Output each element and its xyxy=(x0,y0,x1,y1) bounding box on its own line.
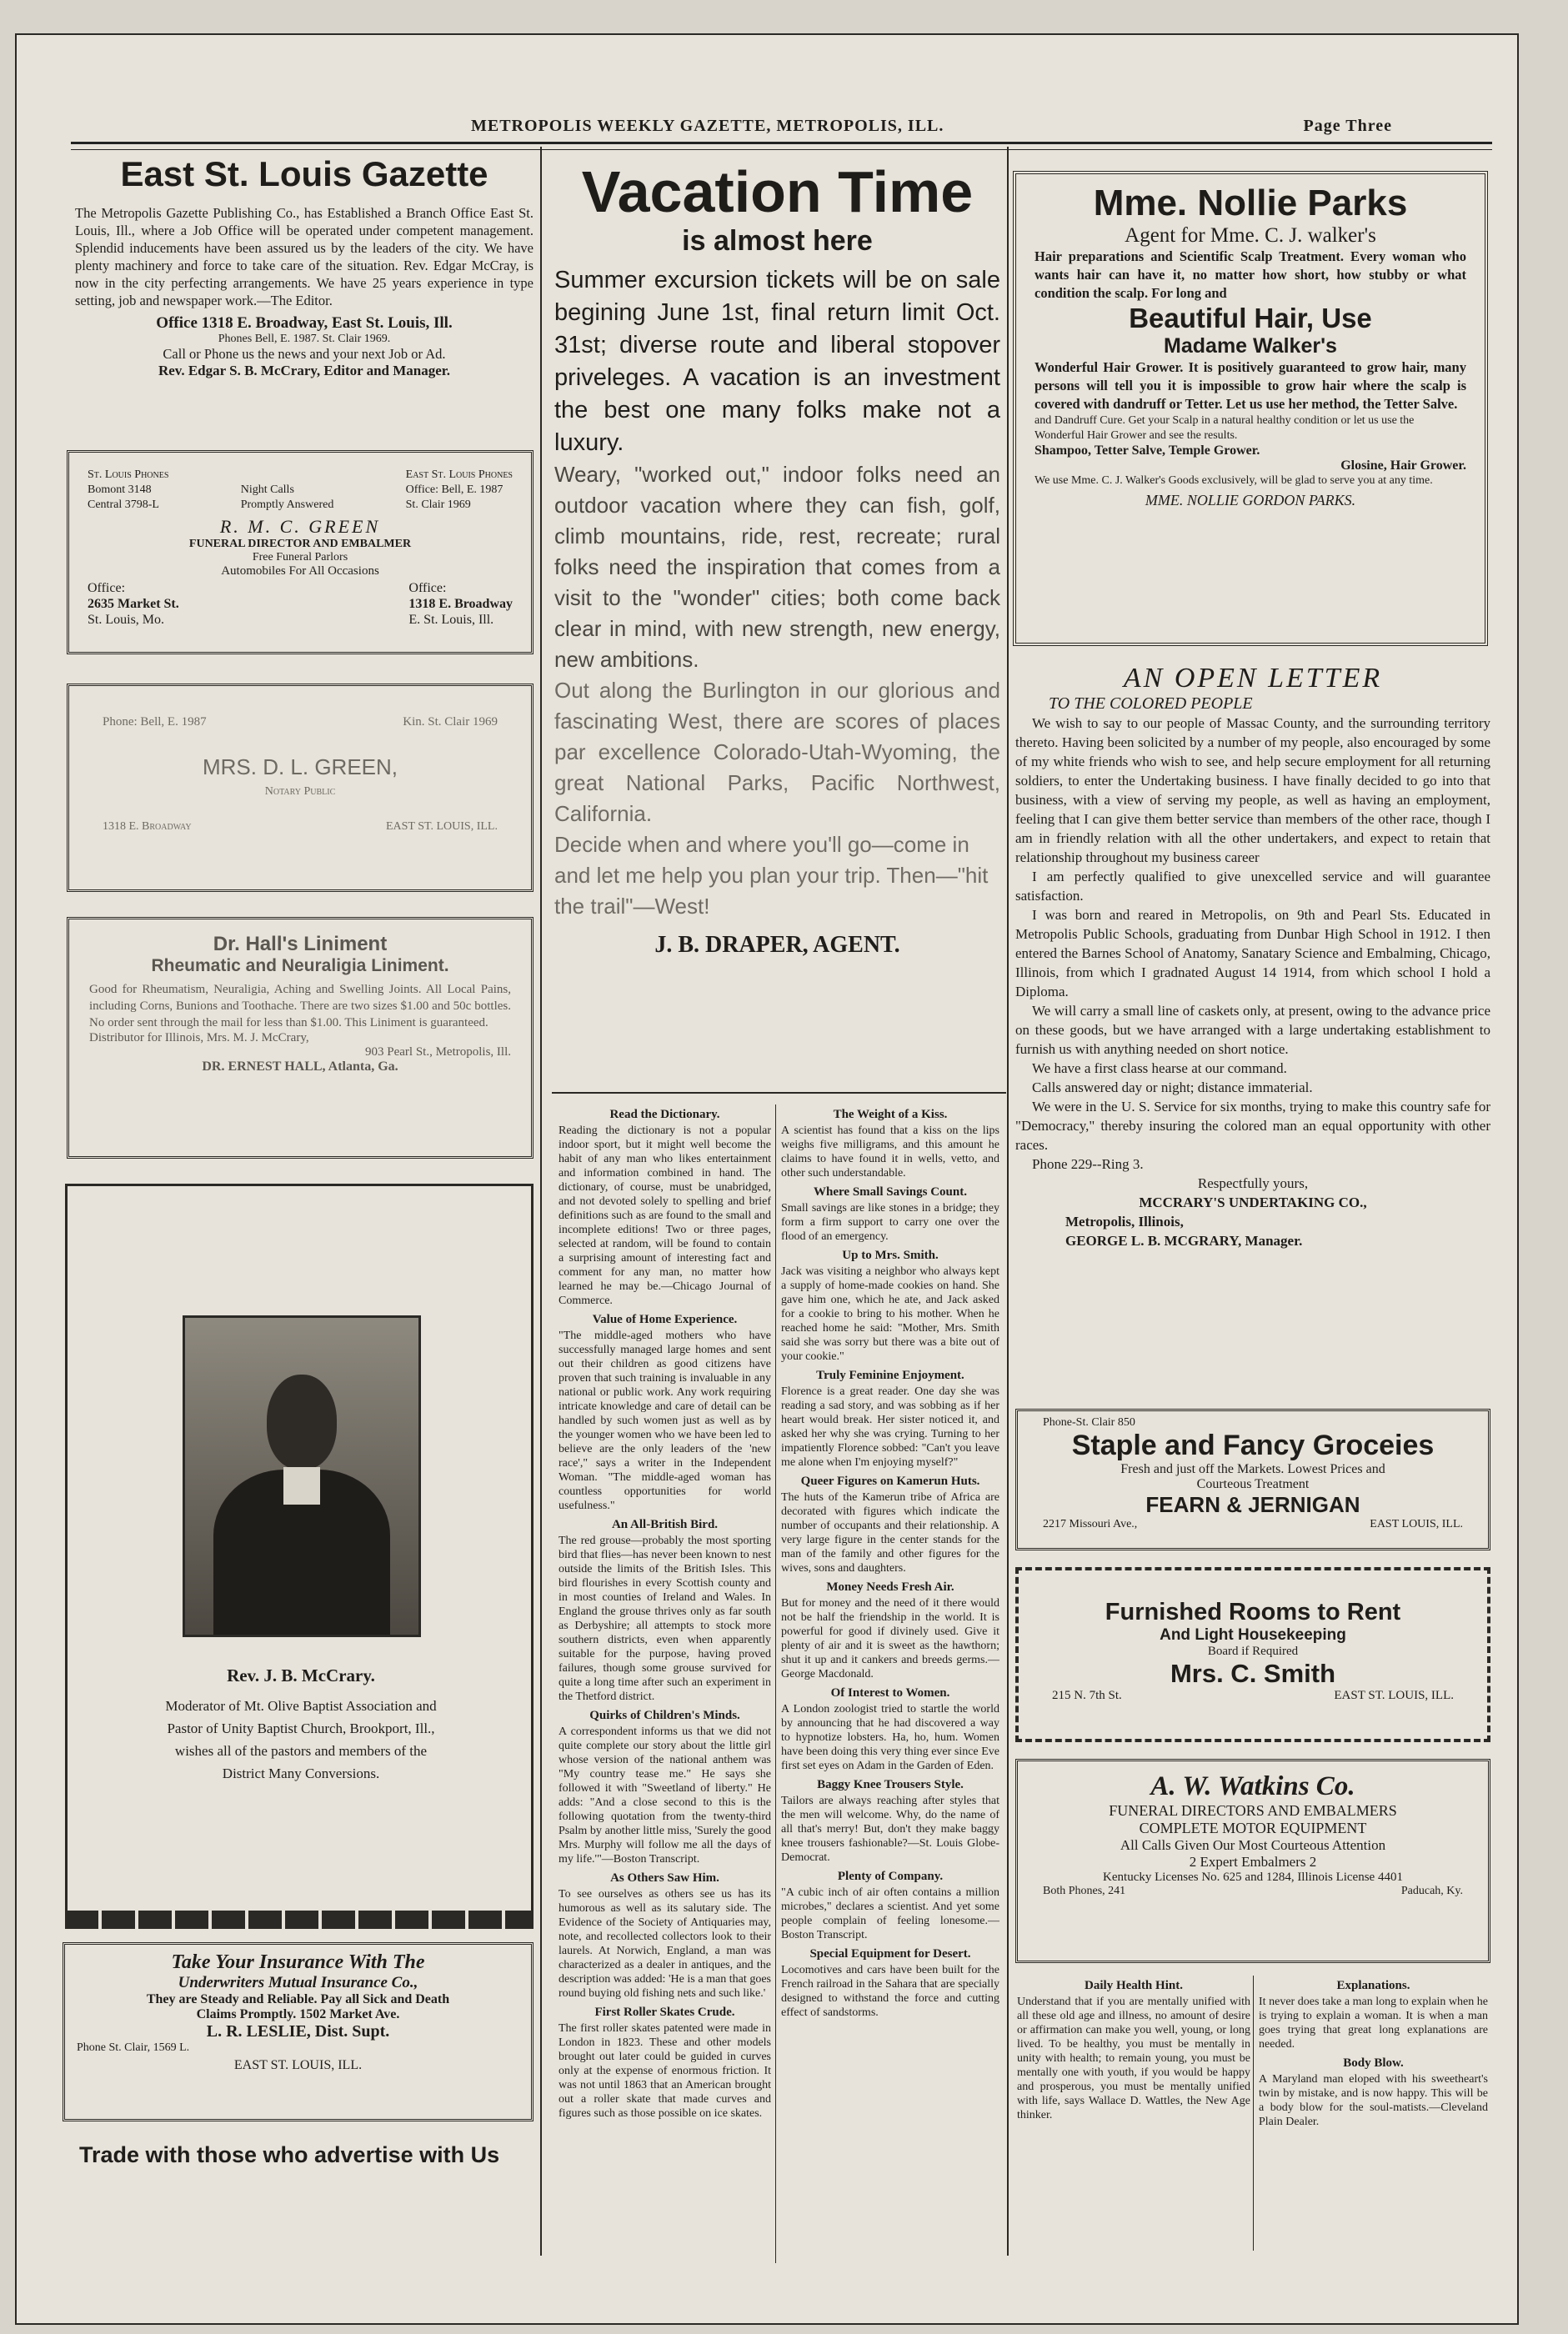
page-header xyxy=(71,117,1492,143)
letter-company: MCCRARY'S UNDERTAKING CO., xyxy=(1139,1195,1367,1210)
liniment-title: Dr. Hall's Liniment xyxy=(213,933,388,955)
east-st-louis-phone-1: Office: Bell, E. 1987 xyxy=(405,483,503,496)
portrait-photo xyxy=(183,1315,421,1637)
vacation-rule xyxy=(552,1092,1006,1094)
article-r9 xyxy=(781,1947,999,2020)
portrait-caption: Moderator of Mt. Olive Baptist Association and Pastor of Unity Baptist Church, Brookport, Ill., wishes all of the pastors and members of the District Many Conversions. xyxy=(165,1698,437,1781)
st-louis-phone-1: Bomont 3148 xyxy=(88,483,152,496)
parks-headline: Beautiful Hair, Use xyxy=(1129,303,1372,333)
watkins-line4: 2 Expert Embalmers 2 xyxy=(1189,1854,1317,1870)
article-body: The first roller skates patented were made in London in 1823. These and other models brought out later could be guided in curves only at the expense of enormous friction. It was not until 1863 that an American brought out a roller skate that made curves and figures such as those possible on ice skates. xyxy=(559,2022,771,2120)
letter-to: TO THE COLORED PEOPLE xyxy=(1049,694,1253,713)
article-r8 xyxy=(781,1870,999,1942)
article-body: A scientist has found that a kiss on the lips weighs five milligrams, and this amount he claims to have found it in wells, vetto, and other such understandable. xyxy=(781,1124,999,1180)
liniment-ad xyxy=(67,917,534,1159)
explanations xyxy=(1259,1976,1488,2251)
parks-body1: Hair preparations and Scientific Scalp Treatment. Every woman who wants hair can have it, no matter how short, how stubby or what condition the scalp. For long and xyxy=(1034,248,1466,301)
mrs-green-title: Notary Public xyxy=(264,785,336,798)
liniment-distributor: Distributor for Illinois, Mrs. M. J. McCrary, xyxy=(89,1031,309,1044)
article-title: Queer Figures on Kamerun Huts. xyxy=(800,1475,980,1488)
letter-phone: Phone 229--Ring 3. xyxy=(1032,1156,1144,1172)
article-title: Quirks of Children's Minds. xyxy=(589,1709,740,1722)
notice-office: Office 1318 E. Broadway, East St. Louis, Ill. xyxy=(156,314,453,332)
health-hint-title: Daily Health Hint. xyxy=(1085,1979,1183,1992)
article-r5 xyxy=(781,1580,999,1681)
article-0 xyxy=(559,1108,771,1308)
vacation-ad xyxy=(554,158,1000,1075)
vacation-agent: J. B. DRAPER, AGENT. xyxy=(654,932,900,958)
mrs-green-addr-right: EAST ST. LOUIS, ILL. xyxy=(385,820,498,833)
article-body: Jack was visiting a neighbor who always kept a supply of home-made cookies on hand. She gave him one, which he ate, and Jack asked for a cookie to bring to his mother. When he reached home he said: "Mother, Mrs. Smith said she was sorry but there was a bite out of your cookie." xyxy=(781,1265,999,1363)
parks-ad xyxy=(1013,171,1488,646)
mrs-green-addr-left: 1318 E. Broadway xyxy=(103,820,192,833)
rooms-addr: 215 N. 7th St. xyxy=(1052,1689,1122,1702)
body-blow-title: Body Blow. xyxy=(1343,2056,1404,2070)
letter-p6: Calls answered day or night; distance immaterial. xyxy=(1032,1079,1313,1095)
groceries-tagline2: Courteous Treatment xyxy=(1196,1477,1310,1491)
article-body: The red grouse—probably the most sporting bird that flies—has never been known to nest outside the limits of the British Isles. This bird flourishes in every Scottish county and in most counties of Ireland and Wales. In England the grouse thrives only as far south as Derbyshire; all attempts to stock more southern districts, even when apparently suitable for the purpose, having proved failures, though some grouse survived for quite a long time after such an experiment in the Thetford district. xyxy=(559,1535,771,1703)
article-r1 xyxy=(781,1185,999,1244)
liniment-body: Good for Rheumatism, Neuraligia, Aching and Swelling Joints. All Local Pains, including Corns, Bunions and Toothache. There are two sizes $1.00 and 50c bottles. No order sent through the mail for less than $1.00. This Liniment is guaranteed. xyxy=(89,983,511,1029)
article-body: "The middle-aged mothers who have successfully managed large homes and sent out their children as good citizens have proven that such training is invaluable in any national or public work. Any work requiring intricate knowledge and care of detail can be handled by such women just as well as by the younger women who we have been led to believe are the only leaders of the 'new race'," says a writer in the Independent Woman. "The middle-aged woman has countless opportunities for world usefulness." xyxy=(559,1330,771,1512)
article-r6 xyxy=(781,1686,999,1773)
liniment-distributor-addr: 903 Pearl St., Metropolis, Ill. xyxy=(365,1045,511,1059)
parks-sub: Madame Walker's xyxy=(1164,334,1337,358)
article-body: Tailors are always reaching after styles that the men will welcome. Why, do the name of all that's merry! But, don't they make baggy knee trousers fashionable?—St. Louis Globe-Democrat. xyxy=(781,1795,999,1864)
notice-call: Call or Phone us the news and your next Job or Ad. xyxy=(163,346,446,362)
article-r2 xyxy=(781,1249,999,1364)
portrait-name: Rev. J. B. McCrary. xyxy=(227,1665,375,1685)
letter-p1: We wish to say to our people of Massac County, and the surrounding territory thereto. Having been solicited by a number of my people, also encouraged by some of my white friends who wish to see, and help secure employment for all returning soldiers, to enter the Undertaking business. I have finally decided to go into that business, with a view of serving my people, as well as having an employment, feeling that I can give them better service than members of the other race, though I am in friendly relation with all the other undertakers, and expect to retain that relationship throughout my business career xyxy=(1015,715,1490,865)
health-hint xyxy=(1017,1976,1250,2251)
parks-body2: Wonderful Hair Grower. It is positively guaranteed to grow hair, many persons will tell you it is impossible to grow hair where the scalp is covered with dandruff or Tetter. Let us use her method, the Tetter Salve. xyxy=(1034,359,1466,412)
article-title: The Weight of a Kiss. xyxy=(833,1108,948,1121)
article-body: To see ourselves as others see us has its humorous as well as its salutary side. The Evidence of the Society of Antiquaries may, note, and recollected collectors look to their laurels. At Norwich, England, a man was characterized as a dealer in antiques, and the description was added: 'He is a man that goes round buying old fishing nets and such like.' xyxy=(559,1888,771,2000)
parks-body3: and Dandruff Cure. Get your Scalp in a natural healthy condition or let us use the Wonderful Hair Grower and see the results. xyxy=(1034,414,1415,442)
st-louis-phone-2: Central 3798-L xyxy=(88,498,159,511)
trade-slogan: Trade with those who advertise with Us xyxy=(79,2142,500,2167)
portrait-frame xyxy=(65,1184,534,1926)
watkins-city: Paducah, Ky. xyxy=(1400,1885,1463,1897)
groceries-tagline: Fresh and just off the Markets. Lowest Prices and xyxy=(1120,1462,1385,1476)
watkins-title: A. W. Watkins Co. xyxy=(1150,1771,1355,1801)
groceries-city: EAST LOUIS, ILL. xyxy=(1370,1518,1463,1530)
watkins-line2: COMPLETE MOTOR EQUIPMENT xyxy=(1139,1820,1367,1836)
mrs-green-phone-left: Phone: Bell, E. 1987 xyxy=(103,715,207,729)
office-right-addr: 1318 E. Broadway xyxy=(408,597,513,611)
article-body: But for money and the need of it there would not be half the friendship in the world. It is powerful for good if divinely used. Give it plenty of air and it is sweet as the hawthorn; shut it up and it cankers and breeds germs.—George Macdonald. xyxy=(781,1597,999,1680)
vacation-title: Vacation Time xyxy=(581,159,974,224)
article-5 xyxy=(559,2006,771,2121)
letter-city: Metropolis, Illinois, xyxy=(1065,1214,1184,1230)
vacation-subtitle: is almost here xyxy=(682,225,873,257)
bottom-article-rule xyxy=(1253,1976,1254,2251)
east-st-louis-phone-2: St. Clair 1969 xyxy=(405,498,471,511)
articles-left-column xyxy=(559,1104,771,2263)
green-name: R. M. C. GREEN xyxy=(219,516,381,537)
health-hint-body: Understand that if you are mentally unified with all these old age and illness, no amount of desire or affirmation can make you well, young, or long lived. To be healthy, you must be mentally in unity with health; to remain young, you must be mentally one with youth, if you would be happy and prosperous, you must be mentally unified with life, says Wallace D. Wattles, the New Age thinker. xyxy=(1017,1996,1250,2121)
explanations-body: It never does take a man long to explain when he is trying to explain a woman. It is when a man goes trying that great long explanations are needed. xyxy=(1259,1996,1488,2051)
groceries-phone: Phone-St. Clair 850 xyxy=(1043,1416,1135,1429)
rooms-title: Furnished Rooms to Rent xyxy=(1105,1599,1401,1625)
vacation-p4: Decide when and where you'll go—come in and let me help you plan your trip. Then—"hit the trail"—West! xyxy=(554,832,989,919)
column-rule-2 xyxy=(1007,147,1009,2256)
letter-closing: Respectfully yours, xyxy=(1197,1175,1309,1191)
article-4 xyxy=(559,1871,771,2001)
office-right-city: E. St. Louis, Ill. xyxy=(408,613,494,627)
mrs-green-name: MRS. D. L. GREEN, xyxy=(202,754,398,779)
page-number: Page Three xyxy=(1303,117,1392,135)
letter-title: AN OPEN LETTER xyxy=(1123,663,1383,694)
office-left-city: St. Louis, Mo. xyxy=(88,613,165,627)
groceries-ad xyxy=(1015,1409,1490,1550)
green-title: FUNERAL DIRECTOR AND EMBALMER xyxy=(188,538,412,550)
watkins-line3: All Calls Given Our Most Courteous Attention xyxy=(1120,1837,1386,1853)
watkins-line1: FUNERAL DIRECTORS AND EMBALMERS xyxy=(1109,1802,1397,1819)
groceries-addr: 2217 Missouri Ave., xyxy=(1043,1518,1138,1530)
article-1 xyxy=(559,1313,771,1513)
st-louis-phones-title: St. Louis Phones xyxy=(88,468,169,481)
article-body: Florence is a great reader. One day she was reading a sad story, and was sobbing as if her heart would break. Her sister noticed it, and asked her why she was crying. Turning to her impatiently Florence sobbed: "Can't you leave me alone when I'm enjoying myself?" xyxy=(781,1385,999,1469)
article-title: Money Needs Fresh Air. xyxy=(826,1580,954,1594)
vacation-p2: Weary, "worked out," indoor folks need an outdoor vacation where they can fish, golf, climb mountains, ride, rest, recreate; rural folks need the inspiration that comes from a visit to the "wonder" cities; both come back clear in mind, with new strength, new energy, new ambitions. xyxy=(554,462,1000,672)
article-title: Truly Feminine Enjoyment. xyxy=(816,1369,964,1382)
letter-manager: GEORGE L. B. MCGRARY, Manager. xyxy=(1065,1233,1303,1249)
article-body: Reading the dictionary is not a popular indoor sport, but it might well become the habit of any man who likes entertainment and information combined in hand. The dictionary, of course, must be unabridged, and not devoted solely to spelling and brief definitions such as are found to the small and incomplete editions! Two or three pages, selected at random, will be found to contain a surprising amount of interesting fact and comment for any man, no matter how learned he may be.—Chicago Journal of Commerce. xyxy=(559,1124,771,1307)
article-body: "A cubic inch of air often contains a million microbes," declares a scientist. And yet some people complain of feeling lonesome.—Boston Transcript. xyxy=(781,1886,999,1941)
article-body: The huts of the Kamerun tribe of Africa are decorated with figures which indicate the number of occupants and their relationship. A very large figure in the center stands for the man of the family and other figures for the wives, sons and daughters. xyxy=(781,1491,999,1575)
notice-editor: Rev. Edgar S. B. McCrary, Editor and Manager. xyxy=(158,363,451,378)
open-letter xyxy=(1015,663,1490,1396)
insurance-line1: They are Steady and Reliable. Pay all Sick and Death xyxy=(146,1992,450,2006)
liniment-subtitle: Rheumatic and Neuraligia Liniment. xyxy=(151,956,449,975)
notice-title: East St. Louis Gazette xyxy=(120,154,488,193)
letter-p7: We were in the U. S. Service for six months, trying to make this country safe for "Democracy," thereby insuring the colored man an equal opportunity with other races. xyxy=(1015,1099,1490,1153)
article-title: Value of Home Experience. xyxy=(592,1313,738,1326)
articles-right-column xyxy=(781,1104,999,2263)
parks-sign: MME. NOLLIE GORDON PARKS. xyxy=(1145,492,1356,508)
promptly-answered: Promptly Answered xyxy=(240,498,334,511)
article-title: As Others Saw Him. xyxy=(610,1871,719,1885)
rooms-ad xyxy=(1015,1567,1490,1742)
green-funeral-ad xyxy=(67,450,534,654)
explanations-title: Explanations. xyxy=(1336,1979,1410,1992)
watkins-phones: Both Phones, 241 xyxy=(1043,1885,1126,1897)
watkins-line5: Kentucky Licenses No. 625 and 1284, Illinois License 4401 xyxy=(1103,1871,1403,1884)
article-body: A London zoologist tried to startle the world by announcing that he had discovered a way to hypnotize lobsters. Ha, ho, hum. Women have been doing this very thing ever since Eve first set eyes on Adam in the Garden of Eden. xyxy=(781,1703,999,1772)
article-column-rule xyxy=(775,1104,776,2263)
green-parlors: Free Funeral Parlors xyxy=(252,551,348,563)
column-rule-1 xyxy=(540,147,542,2256)
rooms-board: Board if Required xyxy=(1207,1645,1299,1658)
liniment-maker: DR. ERNEST HALL, Atlanta, Ga. xyxy=(202,1059,398,1074)
letter-p3: I was born and reared in Metropolis, on 9th and Pearl Sts. Educated in Metropolis Public Schools, graduating from Dunbar High School in 1912. I then entered the Barnes School of Anatomy, Sanatary Science and Embalming, Chicago, Illinois, from which I gradnated August 14 1914, from which school I hold a Diploma. xyxy=(1015,907,1490,999)
office-right-label: Office: xyxy=(408,581,447,595)
parks-title: Mme. Nollie Parks xyxy=(1093,183,1408,223)
east-st-louis-phones-title: East St. Louis Phones xyxy=(405,468,513,481)
vacation-p3: Out along the Burlington in our glorious and fascinating West, there are scores of places par excellence Colorado-Utah-Wyoming, the great National Parks, Pacific Northwest, California. xyxy=(554,678,1000,826)
groceries-name: FEARN & JERNIGAN xyxy=(1145,1492,1360,1517)
insurance-agent: L. R. LESLIE, Dist. Supt. xyxy=(206,2022,390,2041)
article-title: Baggy Knee Trousers Style. xyxy=(817,1778,964,1791)
article-body: Locomotives and cars have been built for the French railroad in the Sahara that are specially designed to withstand the force and cutting effect of sandstorms. xyxy=(781,1964,999,2019)
east-st-louis-gazette-notice xyxy=(75,154,534,438)
body-blow-body: A Maryland man eloped with his sweetheart's twin by mistake, and is now happy. This will be a body blow for the soul-matists.—Cleveland Plain Dealer. xyxy=(1259,2073,1488,2128)
article-3 xyxy=(559,1709,771,1866)
insurance-line2: Claims Promptly. 1502 Market Ave. xyxy=(196,2007,400,2021)
letter-p4: We will carry a small line of caskets only, at present, owing to the advance price on these goods, but we have arranged with a large undertaking establishment to furnish us with anything needed on short notice. xyxy=(1015,1003,1490,1057)
parks-agent: Agent for Mme. C. J. walker's xyxy=(1125,224,1376,247)
letter-p2: I am perfectly qualified to give unexcelled service and will guarantee satisfaction. xyxy=(1015,869,1490,904)
insurance-city: EAST ST. LOUIS, ILL. xyxy=(233,2058,363,2072)
article-r3 xyxy=(781,1369,999,1470)
article-r7 xyxy=(781,1778,999,1865)
watkins-ad xyxy=(1015,1759,1490,1963)
parks-body4: We use Mme. C. J. Walker's Goods exclusively, will be glad to serve you at any time. xyxy=(1034,474,1433,487)
insurance-ad xyxy=(63,1942,534,2121)
article-title: An All-British Bird. xyxy=(611,1518,719,1531)
article-title: First Roller Skates Crude. xyxy=(594,2006,735,2019)
insurance-phone: Phone St. Clair, 1569 L. xyxy=(77,2041,190,2054)
groceries-title: Staple and Fancy Groceies xyxy=(1071,1430,1435,1461)
notice-phones: Phones Bell, E. 1987. St. Clair 1969. xyxy=(218,333,391,345)
office-left-label: Office: xyxy=(88,581,126,595)
rooms-city: EAST ST. LOUIS, ILL. xyxy=(1334,1689,1454,1702)
article-title: Of Interest to Women. xyxy=(830,1686,950,1700)
notice-body: The Metropolis Gazette Publishing Co., has Established a Branch Office East St. Louis, Ill., where a Job Office will be operated under competent management. Splendid inducements have been assured us by the leaders of the city. We have plenty machinery and force to take care of the situation. Rev. Edgar McCray, is now in the city perfecting arrangements. We have 25 years experience in type setting, job and newspaper work.—The Editor. xyxy=(75,205,534,308)
green-autos: Automobiles For All Occasions xyxy=(221,564,379,578)
article-title: Where Small Savings Count. xyxy=(814,1185,967,1199)
article-title: Up to Mrs. Smith. xyxy=(842,1249,939,1262)
insurance-company: Underwriters Mutual Insurance Co., xyxy=(178,1974,418,1991)
portrait-bottom-border xyxy=(65,1911,534,1929)
parks-products2: Glosine, Hair Grower. xyxy=(1340,458,1466,473)
article-title: Read the Dictionary. xyxy=(609,1108,720,1121)
rooms-sub: And Light Housekeeping xyxy=(1160,1626,1346,1644)
mrs-green-ad xyxy=(67,684,534,892)
article-r0 xyxy=(781,1108,999,1180)
rooms-name: Mrs. C. Smith xyxy=(1170,1659,1336,1688)
article-r4 xyxy=(781,1475,999,1575)
article-2 xyxy=(559,1518,771,1704)
insurance-title: Take Your Insurance With The xyxy=(171,1951,425,1973)
vacation-p1: Summer excursion tickets will be on sale begining June 1st, final return limit Oct. 31st; diverse route and liberal stopover priveleges. A vacation is an investment the best one many folks make not a luxury. xyxy=(554,267,1000,456)
mrs-green-phone-right: Kin. St. Clair 1969 xyxy=(403,715,498,729)
letter-p5: We have a first class hearse at our command. xyxy=(1032,1060,1287,1076)
article-body: Small savings are like stones in a bridge; they form a firm support to carry one over the flood of an emergency. xyxy=(781,1202,999,1243)
masthead: METROPOLIS WEEKLY GAZETTE, METROPOLIS, ILL. xyxy=(471,117,944,135)
night-calls: Night Calls xyxy=(240,483,294,496)
article-title: Special Equipment for Desert. xyxy=(809,1947,971,1961)
article-title: Plenty of Company. xyxy=(837,1870,944,1883)
article-body: A correspondent informs us that we did not quite complete our story about the little girl whose version of the national anthem was "My country tease me." He says she followed it with "Sweetland of liberty." He adds: "And a close second to this is the following quotation from the twenty-third Psalm by another little miss, 'Surely the good Mrs. Murphy will follow me all the days of my life.'"—Boston Transcript. xyxy=(559,1725,771,1866)
parks-products: Shampoo, Tetter Salve, Temple Grower. xyxy=(1034,443,1260,458)
header-rule xyxy=(71,142,1492,150)
office-left-addr: 2635 Market St. xyxy=(88,597,179,611)
